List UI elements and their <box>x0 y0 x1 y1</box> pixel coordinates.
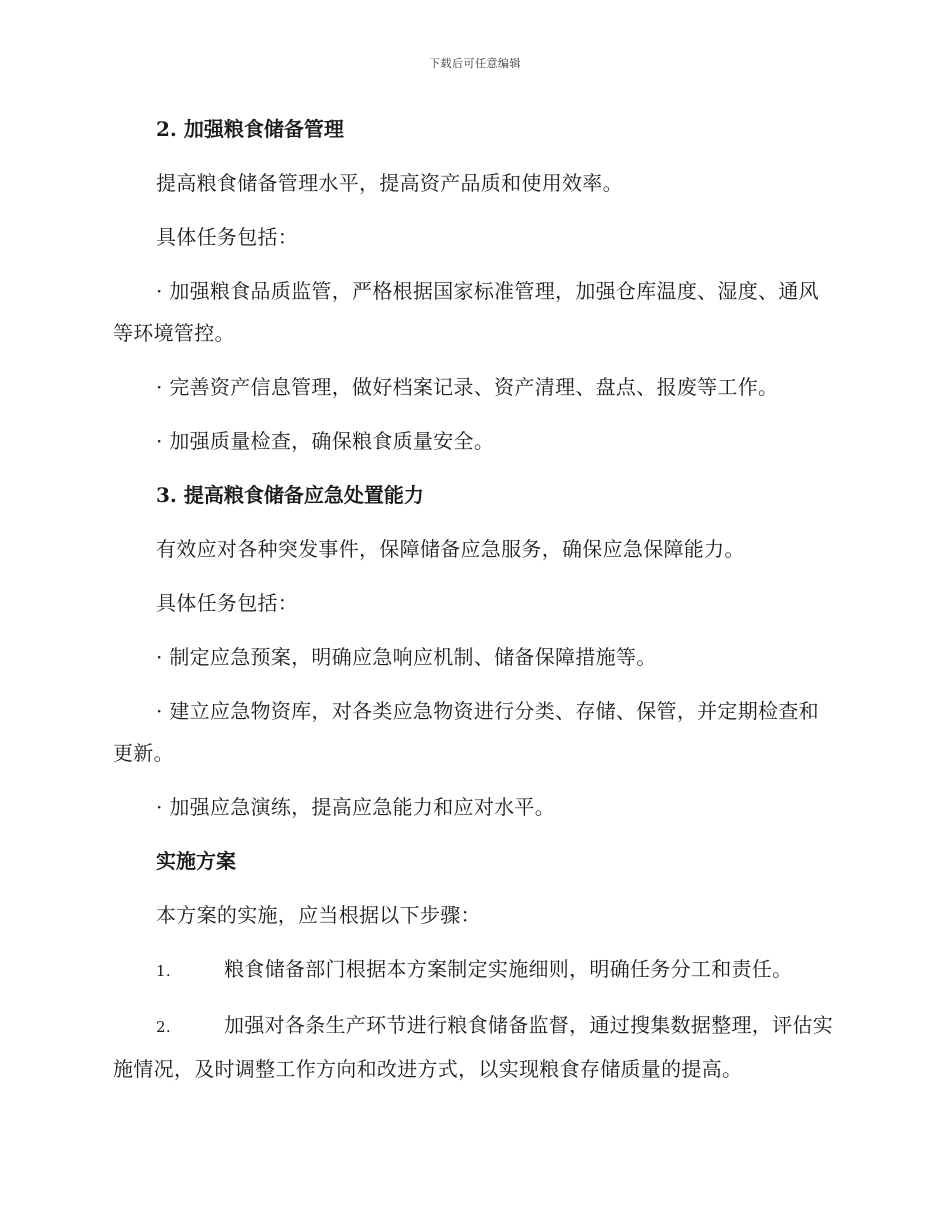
implementation-step-2 <box>113 1004 837 1090</box>
section-3-bullet-3: · 加强应急演练，提高应急能力和应对水平。 <box>156 795 556 819</box>
section-3-bullet-2: · 建立应急物资库，对各类应急物资进行分类、存储、保管，并定期检查和更新。 <box>113 699 819 765</box>
section-3-bullet-1: · 制定应急预案，明确应急响应机制、储备保障措施等。 <box>156 645 657 669</box>
section-2-bullet-2: · 完善资产信息管理，做好档案记录、资产清理、盘点、报废等工作。 <box>156 375 779 399</box>
step-text: 加强对各条生产环节进行粮食储备监督，通过搜集数据整理，评估实施情况，及时调整工作方向和改进方式，以实现粮食存储质量的提高。 <box>113 1013 833 1081</box>
section-2-bullet-1: · 加强粮食品质监管，严格根据国家标准管理，加强仓库温度、湿度、通风等环境管控。 <box>113 279 819 345</box>
section-2-bullet-3: · 加强质量检查，确保粮食质量安全。 <box>156 429 495 453</box>
header-note: 下载后可任意编辑 <box>429 57 521 70</box>
section-2-tasks-label: 具体任务包括： <box>156 225 299 249</box>
section-heading-3: 3. 提高粮食储备应急处置能力 <box>156 483 424 507</box>
section-3-tasks-label: 具体任务包括： <box>156 591 299 615</box>
document-body <box>113 108 837 1102</box>
implementation-step-1 <box>113 948 837 992</box>
section-2-intro: 提高粮食储备管理水平，提高资产品质和使用效率。 <box>156 171 623 195</box>
section-3-intro: 有效应对各种突发事件，保障储备应急服务，确保应急保障能力。 <box>156 537 745 561</box>
section-heading-2: 2. 加强粮食储备管理 <box>156 117 344 141</box>
implementation-heading: 实施方案 <box>156 849 236 873</box>
implementation-intro: 本方案的实施，应当根据以下步骤： <box>156 903 481 927</box>
step-number: 2. <box>156 1018 171 1036</box>
step-text: 粮食储备部门根据本方案制定实施细则，明确任务分工和责任。 <box>224 957 793 981</box>
step-number: 1. <box>156 962 171 980</box>
